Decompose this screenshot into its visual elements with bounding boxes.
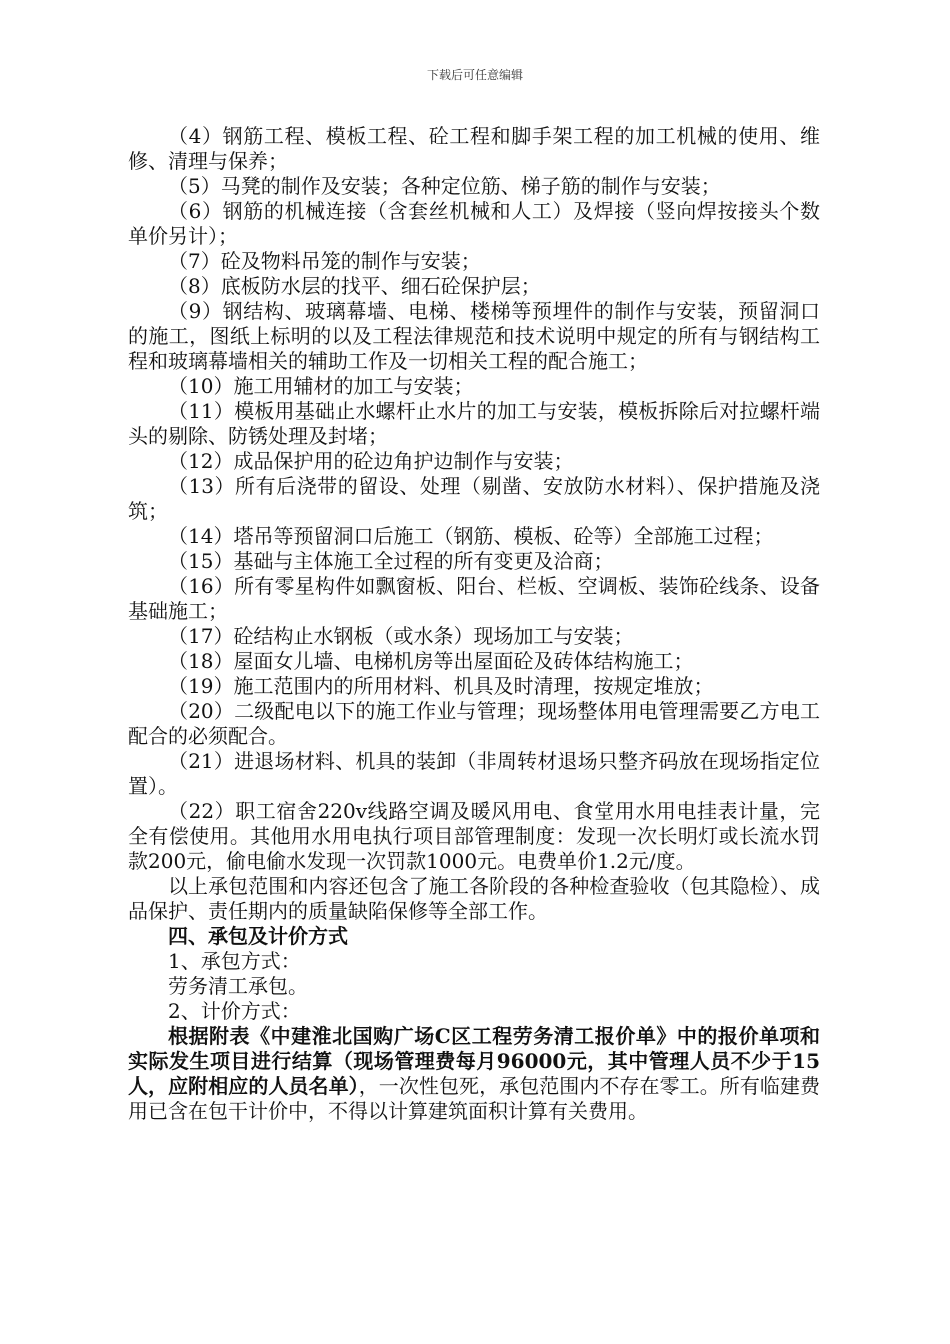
document-body [128,124,820,1124]
list-item: （13）所有后浇带的留设、处理（剔凿、安放防水材料）、保护措施及浇筑； [128,474,820,523]
section-heading: 四、承包及计价方式 [168,924,348,948]
subsection-body: 劳务清工承包。 [168,974,308,998]
list-item: （17）砼结构止水钢板（或水条）现场加工与安装； [168,624,634,648]
list-item: （14）塔吊等预留洞口后施工（钢筋、模板、砼等）全部施工过程； [168,524,774,548]
list-item: （5）马凳的制作及安装；各种定位筋、梯子筋的制作与安装； [168,174,721,198]
subsection-title: 2、计价方式： [168,999,301,1023]
list-item: （12）成品保护用的砼边角护边制作与安装； [168,449,574,473]
list-item: （6）钢筋的机械连接（含套丝机械和人工）及焊接（竖向焊按接头个数单价另计）； [128,199,820,248]
subsection-title: 1、承包方式： [168,949,301,973]
list-item: （20）二级配电以下的施工作业与管理；现场整体用电管理需要乙方电工配合的必须配合。 [128,699,820,748]
list-item: （7）砼及物料吊笼的制作与安装； [168,249,481,273]
list-item: （16）所有零星构件如飘窗板、阳台、栏板、空调板、装饰砼线条、设备基础施工； [128,574,820,623]
list-item: （18）屋面女儿墙、电梯机房等出屋面砼及砖体结构施工； [168,649,694,673]
pricing-bold-text: 根据附表《中建淮北国购广场C区工程劳务清工报价单》中的报价单项和实际发生项目进行结算（现场管理费每月96000元，其中管理人员不少于15人，应附相应的人员名单） [128,1024,820,1098]
list-item: （8）底板防水层的找平、细石砼保护层； [168,274,541,298]
list-item: （19）施工范围内的所用材料、机具及时清理，按规定堆放； [168,674,714,698]
list-item: （22）职工宿舍220v线路空调及暖风用电、食堂用水用电挂表计量，完全有偿使用。其他用水用电执行项目部管理制度：发现一次长明灯或长流水罚款200元，偷电偷水发现一次罚款1000元。电费单价1.2元/度。 [128,799,820,873]
list-item: （10）施工用辅材的加工与安装； [168,374,474,398]
list-item: （11）模板用基础止水螺杆止水片的加工与安装，模板拆除后对拉螺杆端头的剔除、防锈处理及封堵； [128,399,820,448]
list-item: （15）基础与主体施工全过程的所有变更及洽商； [168,549,614,573]
list-item: （9）钢结构、玻璃幕墙、电梯、楼梯等预埋件的制作与安装，预留洞口的施工，图纸上标明的以及工程法律规范和技术说明中规定的所有与钢结构工程和玻璃幕墙相关的辅助工作及一切相关工程的配合施工； [128,299,820,373]
list-item: （21）进退场材料、机具的装卸（非周转材退场只整齐码放在现场指定位置）。 [128,749,820,798]
scope-summary: 以上承包范围和内容还包含了施工各阶段的各种检查验收（包其隐检）、成品保护、责任期内的质量缺陷保修等全部工作。 [128,874,820,923]
pricing-paragraph [128,1024,820,1124]
page-header: 下载后可任意编辑 [426,68,523,82]
pricing-normal-text: ，一次性包死，承包范围内不存在零工。所有临建费用已含在包干计价中，不得以计算建筑面积计算有关费用。 [128,1074,821,1123]
list-item: （4）钢筋工程、模板工程、砼工程和脚手架工程的加工机械的使用、维修、清理与保养； [128,124,820,173]
